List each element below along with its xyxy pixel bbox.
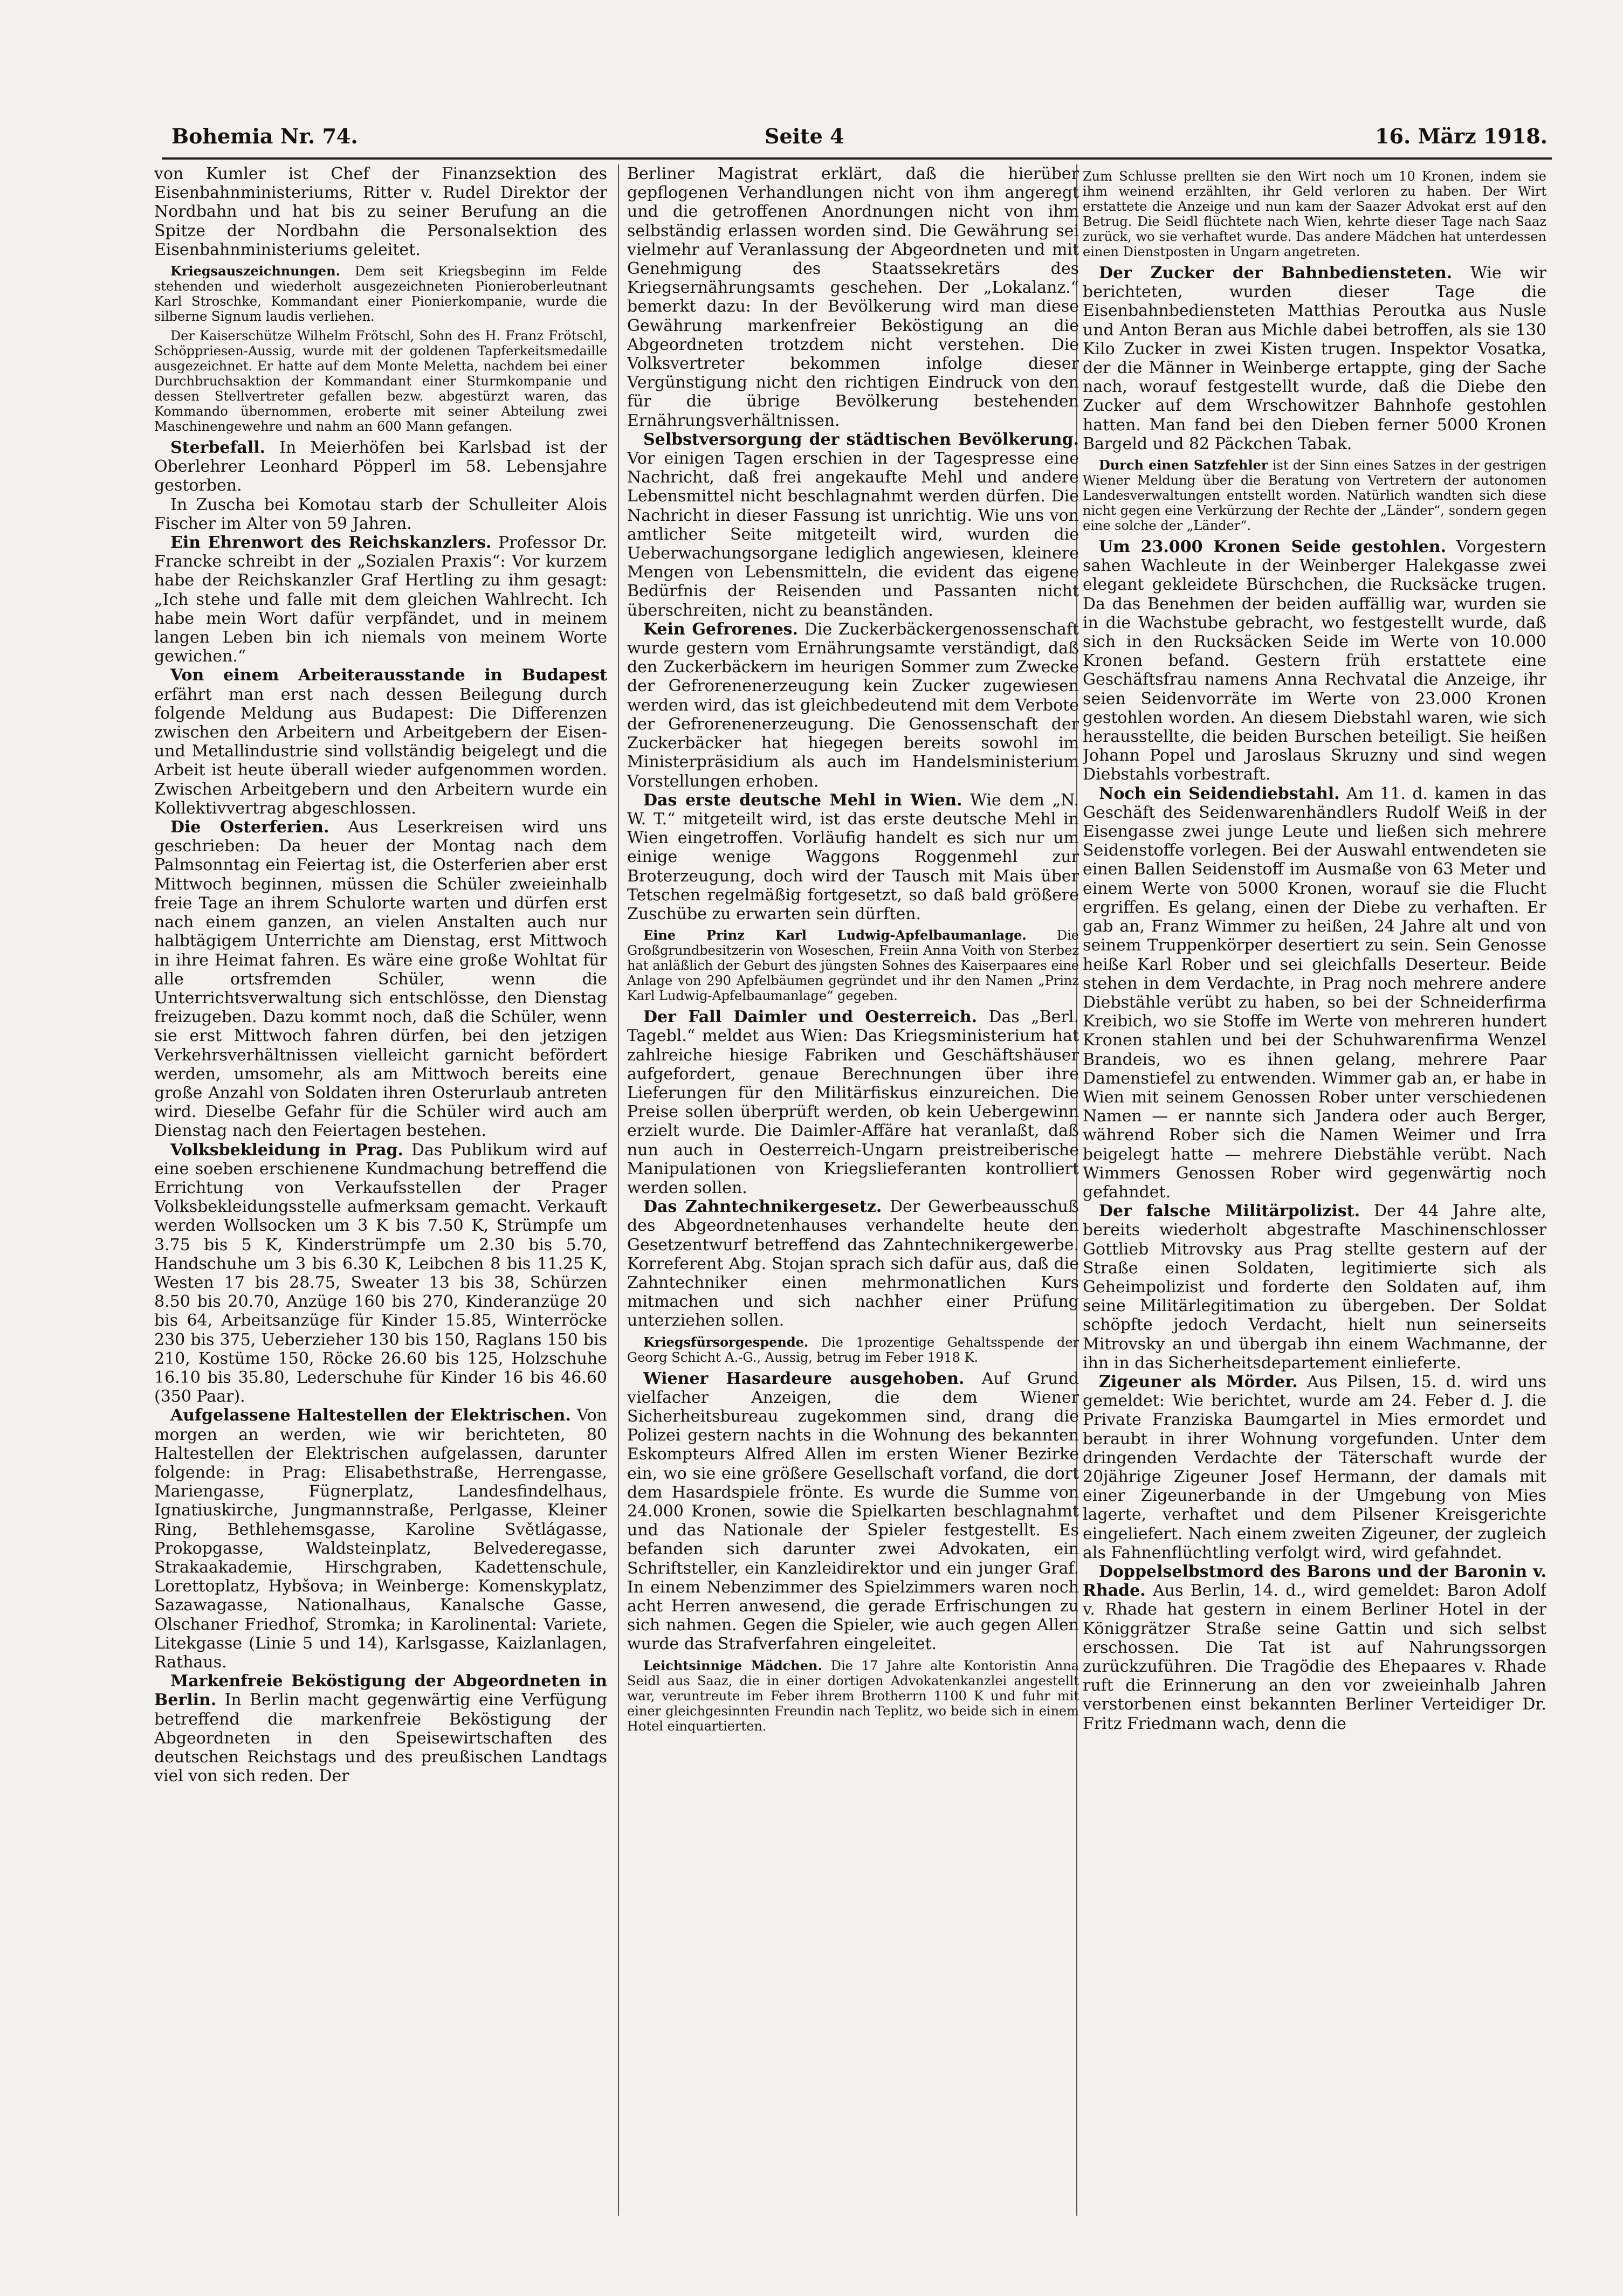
article-text: Aus Leserkreisen wird uns geschrieben: Da heuer der Montag nach dem Palmsonntag ein Feiertag ist, die Osterferien aber erst Mittwoch beginnen, müssen die Schüler zweieinhalb freie Tage an ihrem Schulorte warten und dürfen erst nach einem ganzen, an vielen Anstalten auch nur halbtägigem Unterrichte am Dienstag, erst Mittwoch in ihre Heimat fahren. Es wäre eine große Wohltat für alle ortsfremden Schüler, wenn die Unterrichtsverwaltung sich entschlösse, den Dienstag freizugeben. Dazu kommt noch, daß die Schüler, wenn sie erst Mittwoch fahren dürfen, bei den jetzigen Verkehrsverhältnissen vielleicht garnicht befördert werden, umsomehr, als am Mittwoch bereits eine große Anzahl von Soldaten ihren Osterurlaub antreten wird. Dieselbe Gefahr für die Schüler wird auch am Dienstag nach den Feiertagen bestehen. xyxy=(154,818,607,1141)
article-continuation xyxy=(154,164,607,259)
article-headline: Kriegsauszeichnungen. xyxy=(170,263,340,279)
article xyxy=(154,1141,607,1406)
article xyxy=(154,666,607,818)
article-continuation xyxy=(627,164,1079,430)
article-headline: Zigeuner als Mörder. xyxy=(1099,1372,1298,1391)
article xyxy=(627,1008,1079,1197)
article-headline: Eine Prinz Karl Ludwig-Apfelbaumanlage. xyxy=(643,927,1027,943)
article-text: In Berlin macht gegenwärtig eine Verfügung betreffend die markenfreie Beköstigung der Abgeordneten in den Speisewirtschaften des deutschen Reichstags und des preußischen Landtags viel von sich reden. Der xyxy=(154,1691,607,1786)
article-text: Wie dem „N. W. T.“ mitgeteilt wird, ist das erste deutsche Mehl in Wien eingetroffen. Vorläufig handelt es sich nur um einige wenige Waggons Roggenmehl zur Broterzeugung, doch wird der Tausch mit Mais über Tetschen regelmäßig fortgesetzt, so daß bald größere Zuschübe zu erwarten sein dürften. xyxy=(627,790,1079,923)
article-headline: Wiener Hasardeure ausgehoben. xyxy=(643,1369,965,1388)
article-text: Vorgestern sahen Wachleute in der Weinberger Halekgasse zwei elegant gekleidete Bürschchen, die Rucksäcke trugen. Da das Benehmen der beiden auffällig war, wurden sie in die Wachstube gebracht, wo festgestellt wurde, daß sich in den Rucksäcken Seide im Werte von 10.000 Kronen befand. Gestern früh erstattete eine Geschäftsfrau namens Anna Rechvatal die Anzeige, ihr seien Seidenvorräte im Werte von 23.000 Kronen gestohlen worden. An diesem Diebstahl waren, wie sich herausstellte, die beiden Burschen beteiligt. Sie heißen Johann Popel und Jaroslaus Skruzny und sind wegen Diebstahls vorbestraft. xyxy=(1083,537,1546,784)
article-text: Die Großgrundbesitzerin von Woseschen, Freiin Anna Voith von Sterbez hat anläßlich der Geburt des jüngsten Sohnes des Kaiserpaares eine Anlage von 290 Apfelbäumen gegründet und ihr den Namen „Prinz Karl Ludwig-Apfelbaumanlage“ gegeben. xyxy=(627,928,1079,1004)
article-headline: Kriegsfürsorgespende. xyxy=(643,1334,809,1350)
news-brief xyxy=(627,1658,1079,1734)
article-headline: Der falsche Militärpolizist. xyxy=(1099,1202,1360,1221)
header-rule xyxy=(162,157,1552,160)
news-brief xyxy=(154,264,607,324)
article-text: ist der Sinn eines Satzes in der gestrigen Wiener Meldung über die Beratung von Vertretern der autonomen Landesverwaltungen entstellt worden. Natürlich wandten sich diese nicht gegen eine Verkürzung der Rechte der „Länder“, sondern gegen eine solche der „Länder“. xyxy=(1083,458,1546,534)
column-2 xyxy=(627,164,1079,2216)
article xyxy=(1083,1202,1546,1373)
article-headline: Das Zahntechnikergesetz. xyxy=(643,1197,882,1217)
page-number: Seite 4 xyxy=(765,124,844,148)
news-brief xyxy=(1083,169,1546,259)
article xyxy=(627,620,1079,791)
article xyxy=(1083,264,1546,453)
article-text: Auf Grund vielfacher Anzeigen, die dem Wiener Sicherheitsbureau zugekommen sind, drang die Polizei gestern nachts in die Wohnung des bekannten Eskompteurs Alfred Allen im ersten Wiener Bezirke ein, wo sie eine größere Gesellschaft vorfand, die dort dem Hasardspiele frönte. Es wurde die Summe von 24.000 Kronen, sowie die Spielkarten beschlagnahmt und das Nationale der Spieler festgestellt. Es befanden sich darunter zwei Advokaten, ein Schriftsteller, ein Kanzleidirektor und ein junger Graf. In einem Nebenzimmer des Spielzimmers waren noch acht Herren anwesend, die gerade Erfrischungen zu sich nahmen. Gegen die Spieler, wie auch gegen Allen wurde das Strafverfahren eingeleitet. xyxy=(627,1369,1079,1654)
article-headline: Der Zucker der Bahnbediensteten. xyxy=(1099,264,1453,282)
article-text: Am 11. d. kamen in das Geschäft des Seidenwarenhändlers Rudolf Weiß in der Eisengasse zwei junge Leute und ließen sich mehrere Seidenstoffe vorlegen. Bei der Auswahl entwendeten sie einen Ballen Seidenstoff im Ausmaße von 63 Meter und einem Werte von 5000 Kronen, worauf sie die Flucht ergriffen. Es gelang, einen der Diebe zu verhaften. Er gab an, Franz Wimmer zu heißen, 24 Jahre alt und von seinem Truppenkörper desertiert zu sein. Sein Genosse heiße Karl Rober und sei gleichfalls Deserteur. Beide stehen in dem Verdachte, in Prag noch mehrere andere Diebstähle verübt zu haben, so bei der Schneiderfirma Kreibich, wo sie Stoffe im Werte von mehreren hundert Kronen stahlen und bei der Schuhwarenfirma Wenzel Brandeis, wo es ihnen gelang, mehrere Paar Damenstiefel zu entwenden. Wimmer gab an, er habe in Wien mit seinem Genossen Rober unter verschiedenen Namen — er nannte sich Jandera oder auch Berger, während Rober sich die Namen Weimer und Irra beigelegt hatte — mehrere Diebstähle verübt. Nach Wimmers Genossen Rober wird gegenwärtig noch gefahndet. xyxy=(1083,784,1546,1202)
article-headline: Noch ein Seidendiebstahl. xyxy=(1099,784,1340,803)
article xyxy=(1083,537,1546,784)
article-text: erfährt man erst nach dessen Beilegung durch folgende Meldung aus Budapest: Die Differenzen zwischen den Arbeitern und Arbeitgebern der Eisen- und Metallindustrie sind vollständig beigelegt und die Arbeit ist heute überall wieder aufgenommen worden. Zwischen Arbeitgebern und den Arbeitern wurde ein Kollektivvertrag abgeschlossen. xyxy=(154,685,607,818)
article-text: Das „Berl. Tagebl.“ meldet aus Wien: Das Kriegsministerium hat zahlreiche hiesige Fabriken und Geschäftshäuser aufgefordert, genaue Berechnungen über ihre Lieferungen für den Militärfiskus einzureichen. Die Preise sollen überprüft werden, ob kein Uebergewinn erzielt wurde. Die Daimler-Affäre hat veranlaßt, daß nun auch in Oesterreich-Ungarn preistreiberische Manipulationen von Kriegslieferanten kontrolliert werden sollen. xyxy=(627,1008,1079,1197)
article-headline: Der Fall Daimler und Oesterreich. xyxy=(643,1008,978,1027)
article-text: Die 17 Jahre alte Kontoristin Anna Seidl aus Saaz, die in einer dortigen Advokatenkanzlei angestellt war, veruntreute im Feber ihrem Brotherrn 1100 K und fuhr mit einer gleichgesinnten Freundin nach Teplitz, wo beide sich in einem Hotel einquartierten. xyxy=(627,1658,1079,1734)
issue-date: 16. März 1918. xyxy=(1375,124,1548,148)
article-text: Die 1prozentige Gehaltsspende der Georg Schicht A.-G., Aussig, betrug im Feber 1918 K. xyxy=(627,1334,1079,1365)
article xyxy=(154,818,607,1140)
article-headline: Aufgelassene Haltestellen der Elektrischen. xyxy=(170,1406,571,1425)
article xyxy=(1083,1373,1546,1562)
article-text: Aus Pilsen, 15. d. wird uns gemeldet: Wie berichtet, wurde am 24. Feber d. J. die Private Franziska Baumgartel in Mies ermordet und beraubt in ihrer Wohnung vorgefunden. Unter dem dringenden Verdachte der Täterschaft wurde der 20jährige Zigeuner Josef Hermann, der damals mit einer Zigeunerbande in der Umgebung von Mies lagerte, verhaftet und dem Pilsener Kreisgerichte eingeliefert. Nach einem zweiten Zigeuner, der zugleich als Fahnenflüchtling verfolgt wird, wird gefahndet. xyxy=(1083,1372,1546,1562)
news-brief xyxy=(1083,458,1546,533)
masthead-issue: Bohemia Nr. 74. xyxy=(171,124,358,148)
column-1 xyxy=(154,164,607,2216)
article-headline: Volksbekleidung in Prag. xyxy=(170,1140,403,1160)
article-text: von Kumler ist Chef der Finanzsektion des Eisenbahnministeriums, Ritter v. Rudel Direktor der Nordbahn und hat bis zu seiner Berufung an die Spitze der Nordbahn die Personalsektion des Eisenbahnministeriums geleitet. xyxy=(154,164,607,259)
article-text: Die Zuckerbäckergenossenschaft wurde gestern vom Ernährungsamte verständigt, daß den Zuckerbäckern im heurigen Sommer zum Zwecke der Gefrorenenerzeugung kein Zucker zugewiesen werden wird, das ist gleichbedeutend mit dem Verbote der Gefrorenenerzeugung. Die Genossenschaft der Zuckerbäcker hat hiegegen bereits sowohl im Ministerpräsidium als auch im Handelsministerium Vorstellungen erhoben. xyxy=(627,619,1079,791)
page-header xyxy=(171,120,1548,158)
article-text: Der Gewerbeausschuß des Abgeordnetenhauses verhandelte heute den Gesetzentwurf betreffend das Zahntechnikergewerbe. Korreferent Abg. Stojan sprach sich dafür aus, daß die Zahntechniker einen mehrmonatlichen Kurs mitmachen und sich nachher einer Prüfung unterziehen sollen. xyxy=(627,1197,1079,1330)
article-text: Das Publikum wird auf eine soeben erschienene Kundmachung betreffend die Errichtung von Verkaufsstellen der Prager Volksbekleidungsstelle aufmerksam gemacht. Verkauft werden Wollsocken um 3 K bis 7.50 K, Strümpfe um 3.75 bis 5 K, Kinderstrümpfe um 2.30 bis 5.70, Handschuhe um 3 bis 6.30 K, Leibchen 8 bis 11.25 K, Westen 17 bis 28.75, Sweater 13 bis 38, Schürzen 8.50 bis 20.70, Anzüge 160 bis 270, Kinderanzüge 20 bis 64, Arbeitsanzüge für Kinder 15.85, Winterröcke 230 bis 375, Ueberzieher 130 bis 150, Raglans 150 bis 210, Kostüme 150, Röcke 26.60 bis 125, Holzschuhe 16.10 bis 35.80, Lederschuhe für Kinder 16 bis 46.60 (350 Paar). xyxy=(154,1140,607,1406)
news-brief xyxy=(154,328,607,434)
article-text: Berliner Magistrat erklärt, daß die hierüber gepflogenen Verhandlungen nicht von ihm angeregt und die getroffenen Anordnungen nicht von ihm selbständig erlassen worden sind. Die Gewährung sei vielmehr auf Veranlassung der Abgeordneten und mit Genehmigung des Staatssekretärs des Kriegsernährungsamts geschehen. Der „Lokalanz.“ bemerkt dazu: In der Bevölkerung wird man diese Gewährung markenfreier Beköstigung an die Abgeordneten trotzdem nicht verstehen. Die Volksvertreter bekommen infolge dieser Vergünstigung nicht den richtigen Eindruck von den für die übrige Bevölkerung bestehenden Ernährungsverhältnissen. xyxy=(627,164,1079,430)
article-text: Professor Dr. Francke schreibt in der „Sozialen Praxis“: Vor kurzem habe der Reichskanzler Graf Hertling zu ihm gesagt: „Ich stehe und falle mit dem gleichen Wahlrecht. Ich habe mein Wort dafür verpfändet, und in meinem langen Leben bin ich niemals von meinem Worte gewichen.“ xyxy=(154,533,607,666)
article-headline: Ein Ehrenwort des Reichskanzlers. xyxy=(170,533,492,553)
news-brief xyxy=(627,1335,1079,1365)
article xyxy=(154,533,607,666)
article-text: Zum Schlusse prellten sie den Wirt noch um 10 Kronen, indem sie ihm weinend erzählten, ihr Geld verloren zu haben. Der Wirt erstattete die Anzeige und nun kam der Saazer Advokat erst auf den Betrug. Die Seidl flüchtete nach Wien, kehrte dieser Tage nach Saaz zurück, wo sie verhaftet wurde. Das andere Mädchen hat unterdessen einen Dienstposten in Ungarn angetreten. xyxy=(1083,169,1546,259)
article-headline: Selbstversorgung der städtischen Bevölkerung. xyxy=(643,430,1079,449)
article xyxy=(627,791,1079,923)
article xyxy=(1083,784,1546,1202)
article xyxy=(627,1197,1079,1330)
article xyxy=(154,495,607,533)
column-3 xyxy=(1083,164,1546,2216)
article-text: In Meierhöfen bei Karlsbad ist der Oberlehrer Leonhard Pöpperl im 58. Lebensjahre gestorben. xyxy=(154,438,607,495)
article-headline: Von einem Arbeiterausstande in Budapest xyxy=(170,666,607,685)
article-headline: Um 23.000 Kronen Seide gestohlen. xyxy=(1099,537,1446,557)
article xyxy=(627,1369,1079,1654)
article-headline: Die Osterferien. xyxy=(170,818,329,837)
article xyxy=(627,430,1079,620)
article-text: Von morgen an werden, wie wir berichteten, 80 Haltestellen der Elektrischen aufgelassen, darunter folgende: in Prag: Elisabethstraße, Herrengasse, Mariengasse, Fügnerplatz, Landesfindelhaus, Ignatiuskirche, Jungmannstraße, Perlgasse, Kleiner Ring, Bethlehemsgasse, Karoline Světlágasse, Prokopgasse, Waldsteinplatz, Belvederegasse, Strakaakademie, Hirschgraben, Kadettenschule, Lorettoplatz, Hybšova; in Weinberge: Komenskyplatz, Sazawagasse, Nationalhaus, Kanalsche Gasse, Olschaner Friedhof, Stromka; in Karolinental: Variete, Litekgasse (Linie 5 und 14), Karlsgasse, Kaizlanlagen, Rathaus. xyxy=(154,1406,607,1672)
article-headline: Leichtsinnige Mädchen. xyxy=(643,1657,822,1673)
article-text: Der Kaiserschütze Wilhelm Frötschl, Sohn des H. Franz Frötschl, Schöppriesen-Aussig, wurde mit der goldenen Tapferkeitsmedaille ausgezeichnet. Er hatte auf dem Monte Meletta, nachdem bei einer Durchbruchsaktion der Kommandant einer Sturmkompanie und dessen Stellvertreter gefallen bezw. abgestürzt waren, das Kommando übernommen, eroberte mit seiner Abteilung zwei Maschinengewehre und nahm an 600 Mann gefangen. xyxy=(154,328,607,435)
article xyxy=(154,438,607,495)
article-text: Vor einigen Tagen erschien in der Tagespresse eine Nachricht, daß frei angekaufte Mehl und andere Lebensmittel nicht beschlagnahmt werden dürfen. Die Nachricht in dieser Fassung ist unrichtig. Wie uns von amtlicher Seite mitgeteilt wird, wurden die Ueberwachungsorgane lediglich angewiesen, kleinere Mengen von Lebensmitteln, die evident das eigene Bedürfnis der Reisenden und Passanten nicht überschreiten, nicht zu beanständen. xyxy=(627,449,1079,620)
column-rule xyxy=(618,164,619,2216)
news-brief xyxy=(627,928,1079,1003)
article-text: Aus Berlin, 14. d., wird gemeldet: Baron Adolf v. Rhade hat gestern in einem Berliner Hotel in der Königgrätzer Straße seine Gattin und sich selbst erschossen. Die Tat ist auf Nahrungssorgen zurückzuführen. Die Tragödie des Ehepaares v. Rhade ruft die Erinnerung an den vor zweieinhalb Jahren verstorbenen einst bekannten Berliner Verteidiger Dr. Fritz Friedmann wach, denn die xyxy=(1083,1581,1546,1733)
article xyxy=(154,1406,607,1672)
article-text: Dem seit Kriegsbeginn im Felde stehenden und wiederholt ausgezeichneten Pionieroberleutnant Karl Stroschke, Kommandant einer Pionierkompanie, wurde die silberne Signum laudis verliehen. xyxy=(154,264,607,325)
article-text: In Zuscha bei Komotau starb der Schulleiter Alois Fischer im Alter von 59 Jahren. xyxy=(154,495,607,533)
article-text: Wie wir berichteten, wurden dieser Tage die Eisenbahnbediensteten Matthias Peroutka aus Nusle und Anton Beran aus Michle dabei betroffen, als sie 130 Kilo Zucker in zwei Kisten trugen. Inspektor Vosatka, der die Männer in Weinberge ertappte, ging der Sache nach, worauf festgestellt wurde, daß die Diebe den Zucker auf dem Wrschowitzer Bahnhofe gestohlen hatten. Man fand bei den Dieben ferner 5000 Kronen Bargeld und 82 Päckchen Tabak. xyxy=(1083,264,1546,453)
article-headline: Das erste deutsche Mehl in Wien. xyxy=(643,790,962,810)
article-headline: Sterbefall. xyxy=(170,438,266,458)
article-headline: Doppelselbstmord des Barons und der Baronin v. Rhade. xyxy=(1083,1562,1546,1601)
article-text: Der 44 Jahre alte, bereits wiederholt abgestrafte Maschinenschlosser Gottlieb Mitrovsky aus Prag stellte gestern auf der Straße einen Soldaten, legitimierte sich als Geheimpolizist und forderte den Soldaten auf, ihm seine Militärlegitimation zu übergeben. Der Soldat schöpfte jedoch Verdacht, hielt nun seinerseits Mitrovsky an und übergab ihn einem Wachmanne, der ihn in das Sicherheitsdepartement einlieferte. xyxy=(1083,1202,1546,1373)
article xyxy=(1083,1562,1546,1733)
article-headline: Durch einen Satzfehler xyxy=(1099,457,1268,473)
article xyxy=(154,1672,607,1785)
article-headline: Markenfreie Beköstigung der Abgeordneten in Berlin. xyxy=(154,1672,607,1710)
article-headline: Kein Gefrorenes. xyxy=(643,619,798,639)
